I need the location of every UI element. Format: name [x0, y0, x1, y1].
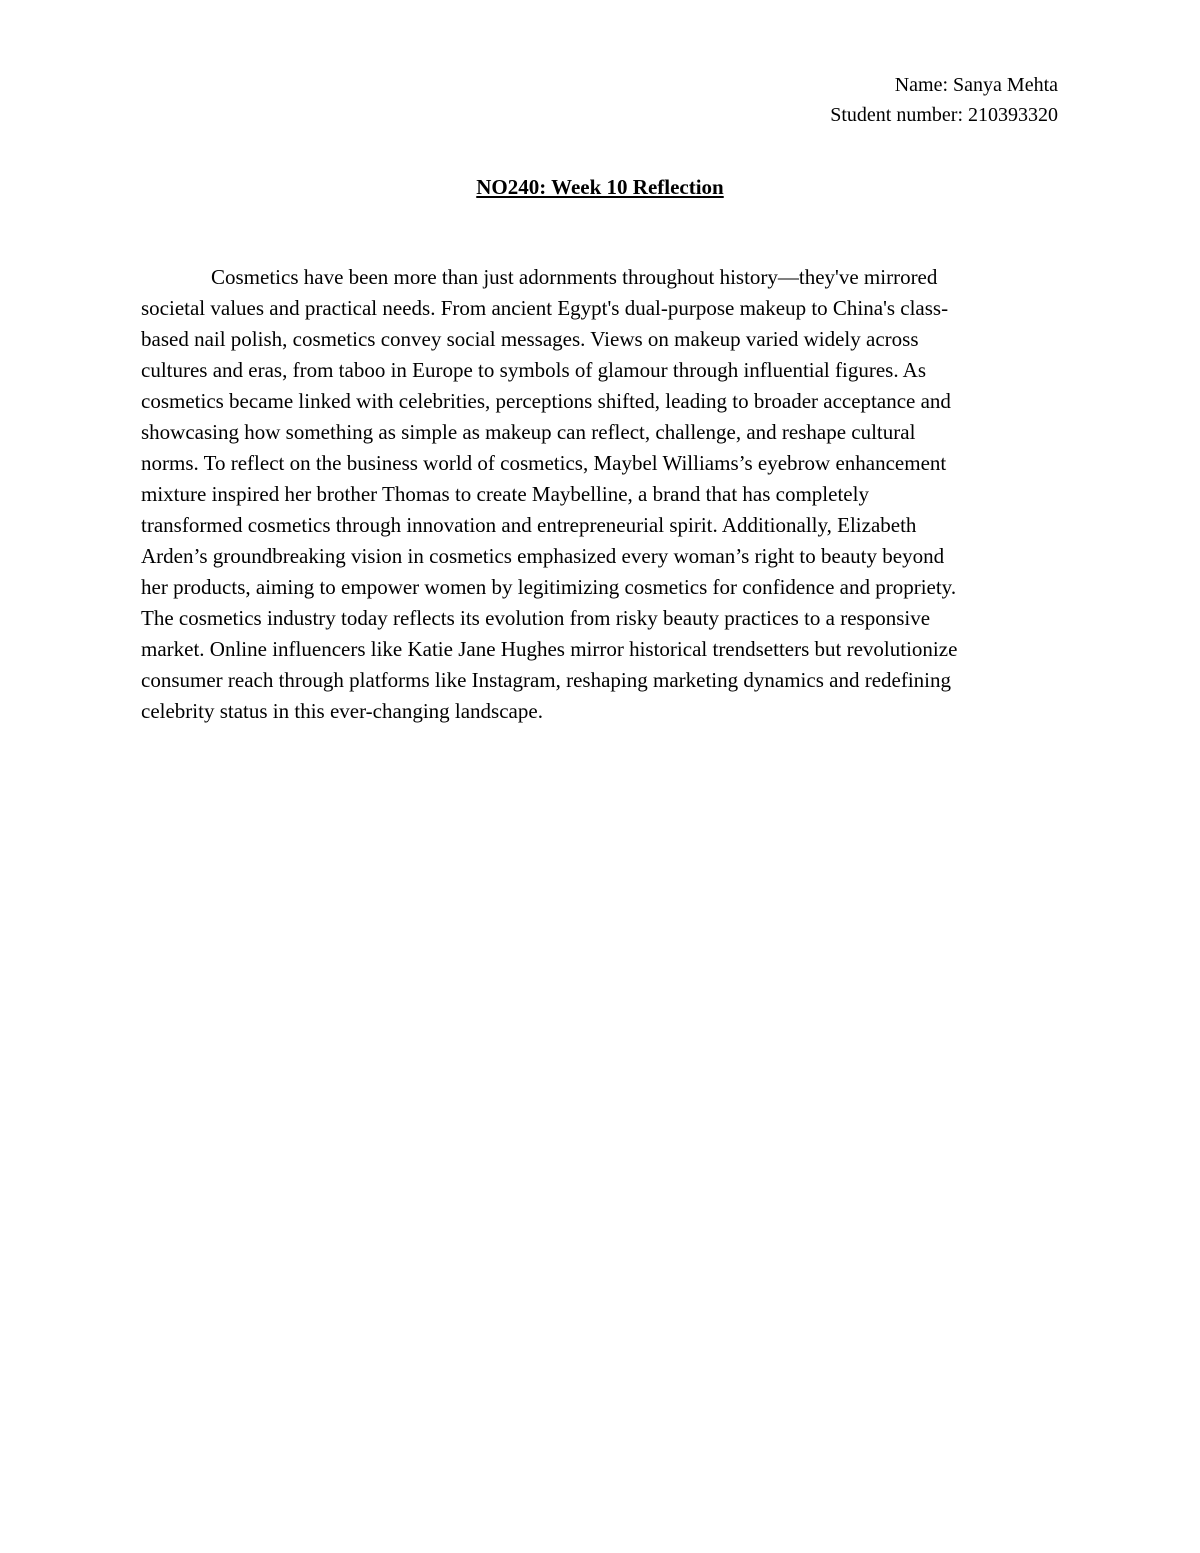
paragraph-line: market. Online influencers like Katie Jane Hughes mirror historical trendsetters but revolutionize	[141, 637, 958, 661]
paragraph-line: societal values and practical needs. From ancient Egypt's dual-purpose makeup to China's class-	[141, 296, 949, 320]
paragraph-line: cultures and eras, from taboo in Europe to symbols of glamour through influential figures. As	[141, 358, 927, 382]
paragraph-line: showcasing how something as simple as makeup can reflect, challenge, and reshape cultural	[141, 420, 916, 444]
paragraph-line: consumer reach through platforms like Instagram, reshaping marketing dynamics and redefining	[141, 668, 951, 692]
document-title: NO240: Week 10 Reflection	[476, 175, 724, 199]
paragraph-line: transformed cosmetics through innovation and entrepreneurial spirit. Additionally, Elizabeth	[141, 513, 917, 537]
paragraph-line: Arden’s groundbreaking vision in cosmetics emphasized every woman’s right to beauty beyond	[141, 544, 945, 568]
paragraph-line: based nail polish, cosmetics convey social messages. Views on makeup varied widely across	[141, 327, 919, 351]
student-name: Name: Sanya Mehta	[894, 74, 1058, 96]
paragraph-line: mixture inspired her brother Thomas to create Maybelline, a brand that has completely	[141, 482, 869, 506]
reflection-paragraph	[141, 262, 1061, 727]
student-number: Student number: 210393320	[830, 104, 1058, 126]
paragraph-line: norms. To reflect on the business world of cosmetics, Maybel Williams’s eyebrow enhancement	[141, 451, 947, 475]
paragraph-line: Cosmetics have been more than just adornments throughout history—they've mirrored	[211, 265, 938, 289]
paragraph-line: her products, aiming to empower women by legitimizing cosmetics for confidence and propriety.	[141, 575, 957, 599]
paragraph-line: cosmetics became linked with celebrities, perceptions shifted, leading to broader acceptance and	[141, 389, 951, 413]
paragraph-line: The cosmetics industry today reflects its evolution from risky beauty practices to a responsive	[141, 606, 931, 630]
paragraph-line: celebrity status in this ever-changing landscape.	[141, 699, 543, 723]
student-info-block	[830, 70, 1058, 130]
